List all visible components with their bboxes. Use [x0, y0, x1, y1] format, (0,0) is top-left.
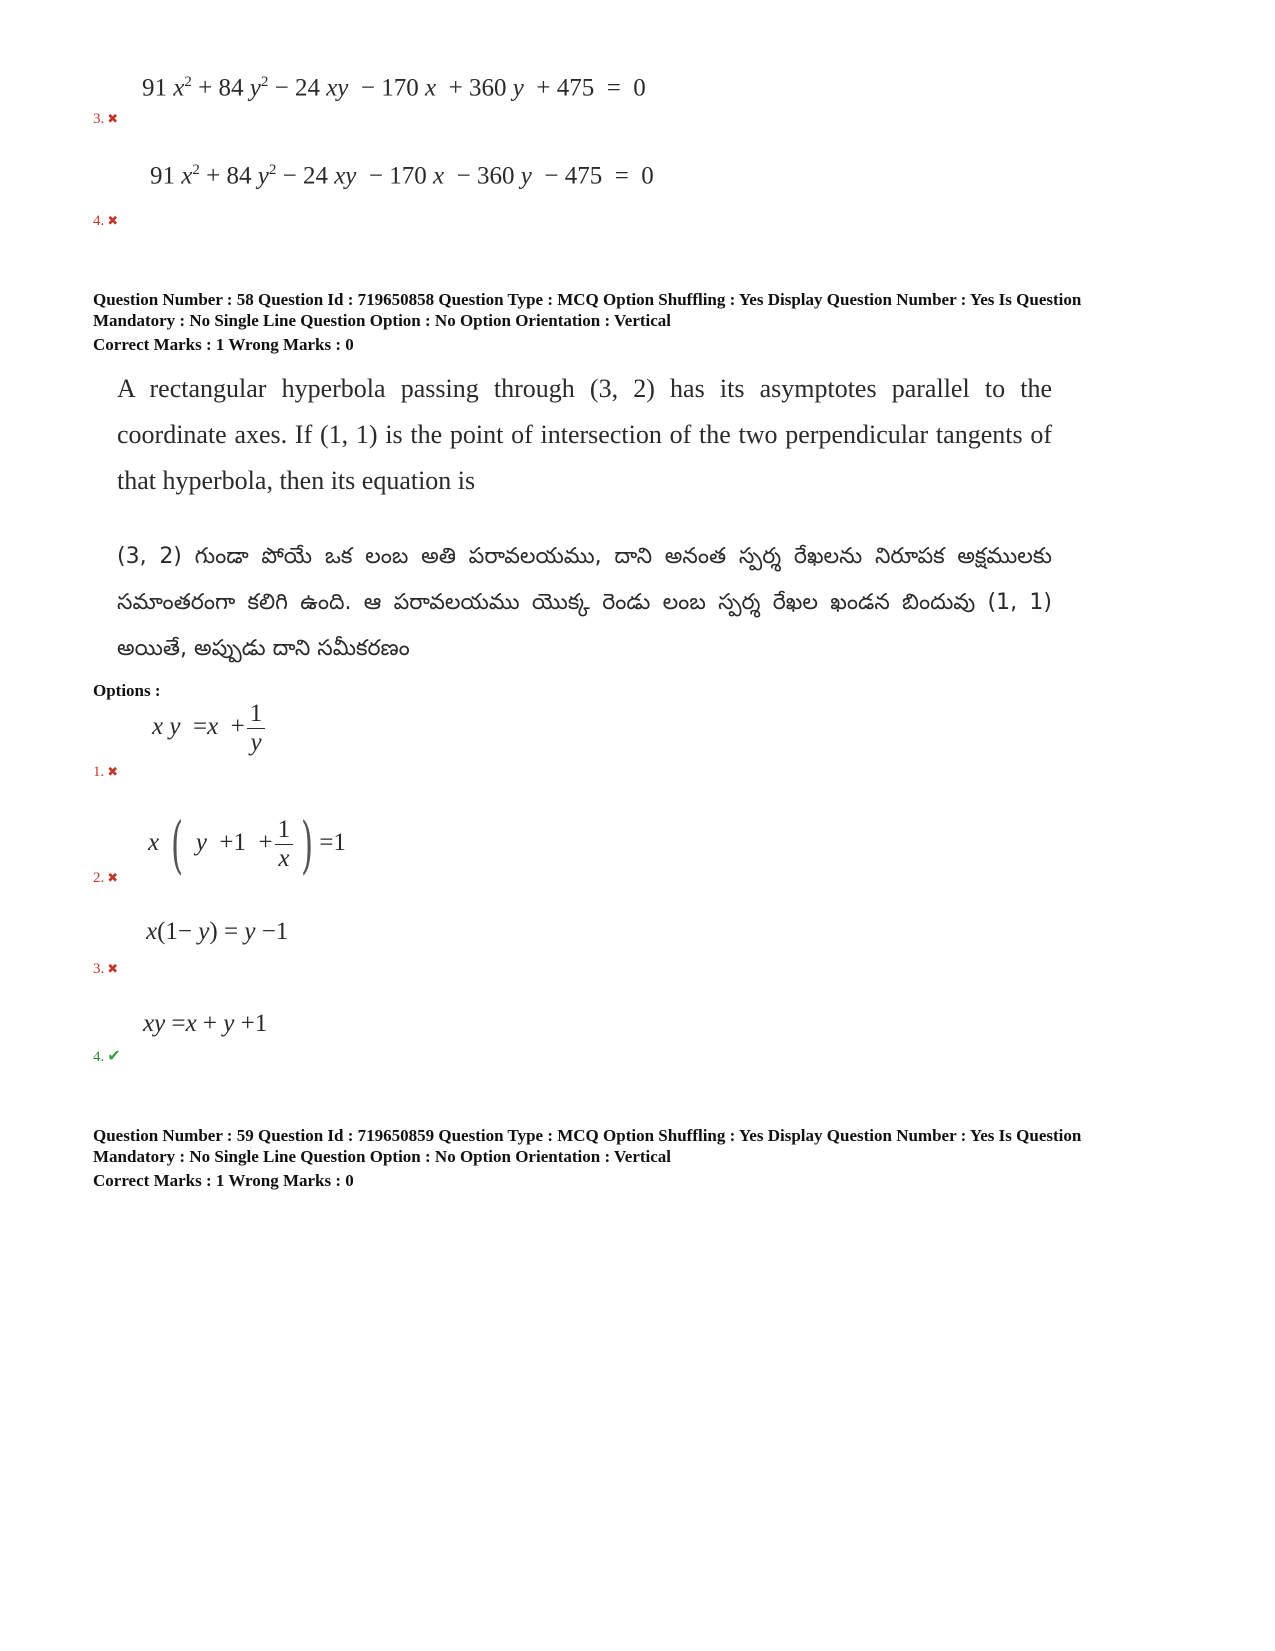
question-59-meta-line-1: Question Number : 59 Question Id : 719650859 Question Type : MCQ Option Shuffling : Yes Display Question Number : Yes Is Question [93, 1126, 1082, 1145]
option-3-number: 3. ✖ [93, 961, 119, 977]
prev-option-3-equation: 91 $x^2 + 84$ $y^2 - 24$ xy − 170 x + 360 y + 475 = 0 [142, 74, 646, 102]
question-58-marks: Correct Marks : 1 Wrong Marks : 0 [93, 335, 354, 354]
prev-option-4-number: 4. ✖ [93, 213, 119, 229]
option-2-number: 2. ✖ [93, 870, 119, 886]
question-58-text-english: A rectangular hyperbola passing through (3, 2) has its asymptotes parallel to the coordinate axes. If (1, 1) is the point of intersection of the two perpendicular tangents of that hyperbola, then its equation is [117, 374, 1052, 495]
question-58-meta-line-2: Mandatory : No Single Line Question Option : No Option Orientation : Vertical [93, 311, 672, 330]
prev-option-4-equation: 91 $x^2 + 84$ $y^2 - 24$ xy − 170 x − 360 y − 475 = 0 [150, 162, 654, 190]
option-1-number: 1. ✖ [93, 764, 119, 780]
wrong-mark-icon: ✖ [107, 961, 119, 976]
wrong-mark-icon: ✖ [107, 764, 119, 779]
wrong-mark-icon: ✖ [107, 870, 119, 885]
option-3-equation: x(1− y) = y −1 [146, 918, 289, 945]
question-58-text-telugu: (3, 2) గుండా పోయే ఒక లంబ అతి పరావలయము, దాని అనంత స్పర్శ రేఖలను నిరూపక అక్షములకు సమాంతరంగా కలిగి ఉంది. ఆ పరావలయము యొక్క రెండు లంబ స్పర్శ రేఖల ఖండన బిందువు (1, 1) అయితే, అప్పుడు దాని సమీకరణం [117, 544, 1052, 661]
option-4-equation: xy =x + y +1 [143, 1010, 268, 1037]
question-59-marks: Correct Marks : 1 Wrong Marks : 0 [93, 1171, 354, 1190]
wrong-mark-icon: ✖ [107, 213, 119, 228]
correct-check-icon: ✔ [107, 1048, 121, 1065]
wrong-mark-icon: ✖ [107, 111, 119, 126]
options-label: Options : [93, 681, 161, 700]
option-4-number: 4. ✔ [93, 1048, 121, 1065]
question-59-meta [93, 1125, 1193, 1191]
question-59-meta-line-2: Mandatory : No Single Line Question Option : No Option Orientation : Vertical [93, 1147, 672, 1166]
question-58-meta [93, 289, 1193, 355]
option-2-equation: x ( y +1 + $\frac{1}{x}$ ) =1 [148, 808, 346, 881]
question-58-meta-line-1: Question Number : 58 Question Id : 719650858 Question Type : MCQ Option Shuffling : Yes Display Question Number : Yes Is Question [93, 290, 1082, 309]
option-1-equation: x y =x + $\frac{1}{y}$ [152, 700, 267, 757]
prev-option-3-number: 3. ✖ [93, 111, 119, 127]
